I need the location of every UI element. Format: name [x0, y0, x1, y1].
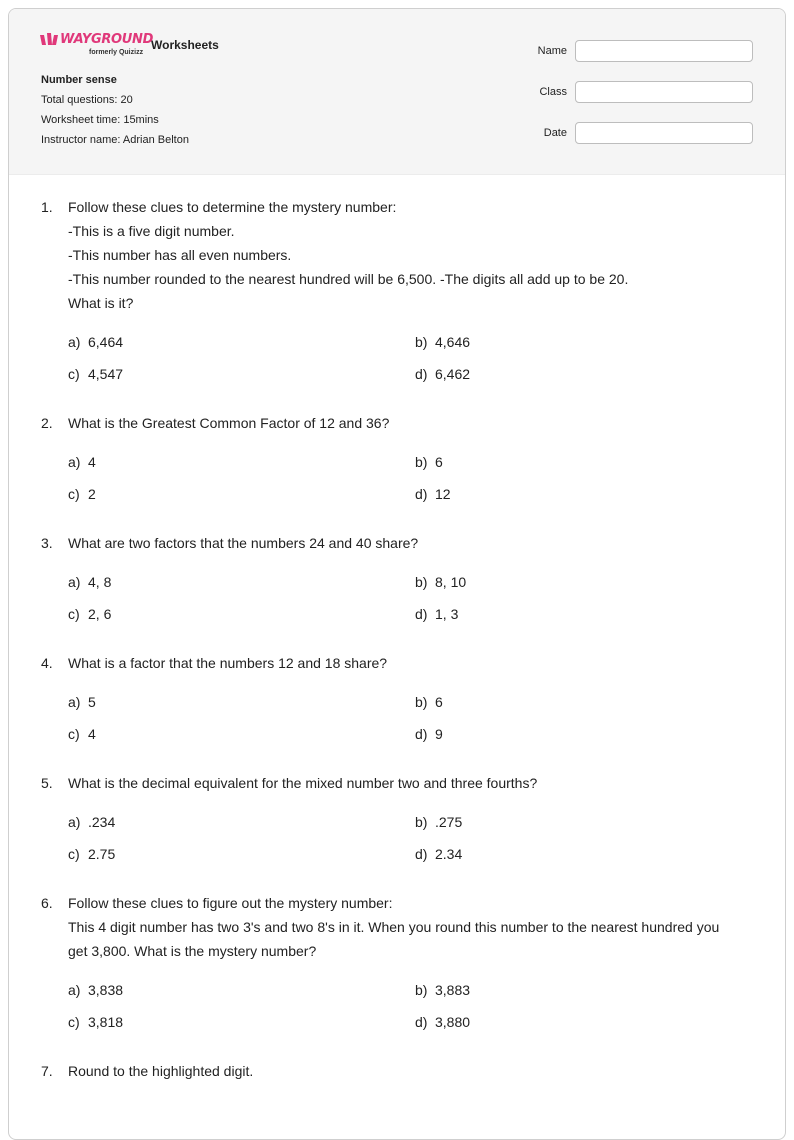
- option-letter: b): [415, 574, 428, 590]
- option-text: 3,880: [435, 1014, 471, 1030]
- option-text: 2: [88, 486, 96, 502]
- answer-options: [68, 690, 758, 746]
- answer-options: [68, 810, 758, 866]
- answer-option[interactable]: [415, 450, 758, 474]
- option-letter: d): [415, 606, 428, 622]
- option-letter: a): [68, 574, 81, 590]
- total-questions: Total questions: 20: [41, 94, 133, 106]
- date-row: [538, 120, 753, 145]
- option-text: 2.34: [435, 846, 463, 862]
- answer-option[interactable]: [415, 810, 758, 834]
- question-line: What is the decimal equivalent for the mixed number two and three fourths?: [68, 775, 538, 791]
- option-letter: d): [415, 366, 428, 382]
- brand-row: [40, 31, 219, 59]
- answer-option[interactable]: [68, 482, 415, 506]
- question-text: [68, 195, 738, 315]
- date-label: Date: [543, 126, 567, 139]
- answer-option[interactable]: [68, 450, 415, 474]
- option-letter: c): [68, 486, 80, 502]
- question-item: [9, 771, 785, 866]
- answer-option[interactable]: [68, 690, 415, 714]
- question-text: [68, 531, 738, 555]
- worksheet-header: [9, 9, 785, 175]
- question-line: -This number has all even numbers.: [68, 247, 292, 263]
- option-letter: d): [415, 486, 428, 502]
- answer-option[interactable]: [415, 978, 758, 1002]
- question-line: What is it?: [68, 295, 134, 311]
- question-number: 1.: [41, 199, 53, 215]
- question-line: Follow these clues to figure out the mystery number:: [68, 895, 393, 911]
- logo-subtext: formerly Quizizz: [89, 49, 144, 56]
- option-text: 2, 6: [88, 606, 112, 622]
- option-letter: b): [415, 814, 428, 830]
- question-line: This 4 digit number has two 3's and two 8's in it. When you round this number to the nearest hundred you get 3,800. What is the mystery number?: [68, 919, 720, 959]
- option-text: 4: [88, 726, 96, 742]
- option-text: 1, 3: [435, 606, 459, 622]
- option-text: 3,883: [435, 982, 471, 998]
- question-text: [68, 771, 738, 795]
- answer-option[interactable]: [68, 362, 415, 386]
- option-letter: c): [68, 606, 80, 622]
- option-text: .234: [88, 814, 116, 830]
- worksheet-title: Number sense: [41, 74, 117, 86]
- answer-option[interactable]: [68, 842, 415, 866]
- option-text: .275: [435, 814, 463, 830]
- answer-option[interactable]: [68, 570, 415, 594]
- option-text: 6: [435, 694, 443, 710]
- answer-option[interactable]: [415, 1010, 758, 1034]
- option-text: 12: [435, 486, 451, 502]
- option-letter: d): [415, 1014, 428, 1030]
- option-letter: a): [68, 814, 81, 830]
- question-item: [9, 651, 785, 746]
- option-text: 4,547: [88, 366, 124, 382]
- worksheet-page: [8, 8, 786, 1140]
- answer-option[interactable]: [68, 978, 415, 1002]
- logo-wordmark: WAYGROUND: [60, 32, 154, 47]
- answer-option[interactable]: [415, 690, 758, 714]
- class-field[interactable]: [575, 81, 753, 103]
- class-row: [538, 79, 753, 104]
- question-list: [9, 195, 785, 1108]
- option-letter: b): [415, 334, 428, 350]
- question-line: Follow these clues to determine the mystery number:: [68, 199, 397, 215]
- question-number: 5.: [41, 775, 53, 791]
- question-text: [68, 411, 738, 435]
- option-text: 6,462: [435, 366, 471, 382]
- question-item: [9, 411, 785, 506]
- option-letter: a): [68, 454, 81, 470]
- name-field[interactable]: [575, 40, 753, 62]
- option-text: 9: [435, 726, 443, 742]
- instructor-name: Instructor name: Adrian Belton: [41, 134, 189, 146]
- option-letter: d): [415, 726, 428, 742]
- option-letter: c): [68, 726, 80, 742]
- wayground-logo: [40, 31, 154, 59]
- worksheet-time: Worksheet time: 15mins: [41, 114, 159, 126]
- option-letter: c): [68, 366, 80, 382]
- answer-option[interactable]: [415, 570, 758, 594]
- answer-options: [68, 330, 758, 386]
- date-field[interactable]: [575, 122, 753, 144]
- name-label: Name: [537, 44, 567, 57]
- answer-option[interactable]: [415, 842, 758, 866]
- question-number: 6.: [41, 895, 53, 911]
- question-text: [68, 1059, 738, 1083]
- option-text: 6,464: [88, 334, 124, 350]
- question-number: 4.: [41, 655, 53, 671]
- option-text: 3,838: [88, 982, 124, 998]
- name-row: [538, 38, 753, 63]
- option-letter: b): [415, 982, 428, 998]
- question-number: 3.: [41, 535, 53, 551]
- option-text: 4, 8: [88, 574, 112, 590]
- question-item: [9, 1059, 785, 1083]
- question-item: [9, 891, 785, 1034]
- question-item: [9, 195, 785, 386]
- question-line: Round to the highlighted digit.: [68, 1063, 254, 1079]
- option-text: 4: [88, 454, 96, 470]
- answer-option[interactable]: [68, 330, 415, 354]
- answer-option[interactable]: [68, 810, 415, 834]
- question-line: -This is a five digit number.: [68, 223, 235, 239]
- answer-options: [68, 450, 758, 506]
- question-text: [68, 651, 738, 675]
- answer-option[interactable]: [415, 330, 758, 354]
- worksheet-meta: [41, 73, 189, 153]
- answer-option[interactable]: [415, 602, 758, 626]
- option-text: 4,646: [435, 334, 471, 350]
- option-letter: c): [68, 1014, 80, 1030]
- answer-option[interactable]: [68, 602, 415, 626]
- answer-options: [68, 570, 758, 626]
- wayground-logo-icon: [40, 33, 60, 47]
- question-line: What are two factors that the numbers 24 and 40 share?: [68, 535, 419, 551]
- student-fields: [538, 38, 753, 161]
- answer-option[interactable]: [415, 722, 758, 746]
- option-letter: b): [415, 694, 428, 710]
- option-letter: b): [415, 454, 428, 470]
- option-text: 5: [88, 694, 96, 710]
- answer-option[interactable]: [68, 1010, 415, 1034]
- section-title: Worksheets: [151, 38, 219, 52]
- question-item: [9, 531, 785, 626]
- question-line: -This number rounded to the nearest hundred will be 6,500. -The digits all add up to be 20.: [68, 271, 629, 287]
- question-line: What is the Greatest Common Factor of 12 and 36?: [68, 415, 390, 431]
- answer-option[interactable]: [415, 362, 758, 386]
- option-text: 2.75: [88, 846, 116, 862]
- option-letter: a): [68, 694, 81, 710]
- option-text: 3,818: [88, 1014, 124, 1030]
- option-letter: a): [68, 982, 81, 998]
- option-letter: c): [68, 846, 80, 862]
- answer-option[interactable]: [415, 482, 758, 506]
- question-text: [68, 891, 738, 963]
- option-letter: d): [415, 846, 428, 862]
- option-letter: a): [68, 334, 81, 350]
- option-text: 8, 10: [435, 574, 467, 590]
- answer-options: [68, 978, 758, 1034]
- question-line: What is a factor that the numbers 12 and 18 share?: [68, 655, 388, 671]
- class-label: Class: [539, 85, 567, 98]
- question-number: 2.: [41, 415, 53, 431]
- answer-option[interactable]: [68, 722, 415, 746]
- question-number: 7.: [41, 1063, 53, 1079]
- option-text: 6: [435, 454, 443, 470]
